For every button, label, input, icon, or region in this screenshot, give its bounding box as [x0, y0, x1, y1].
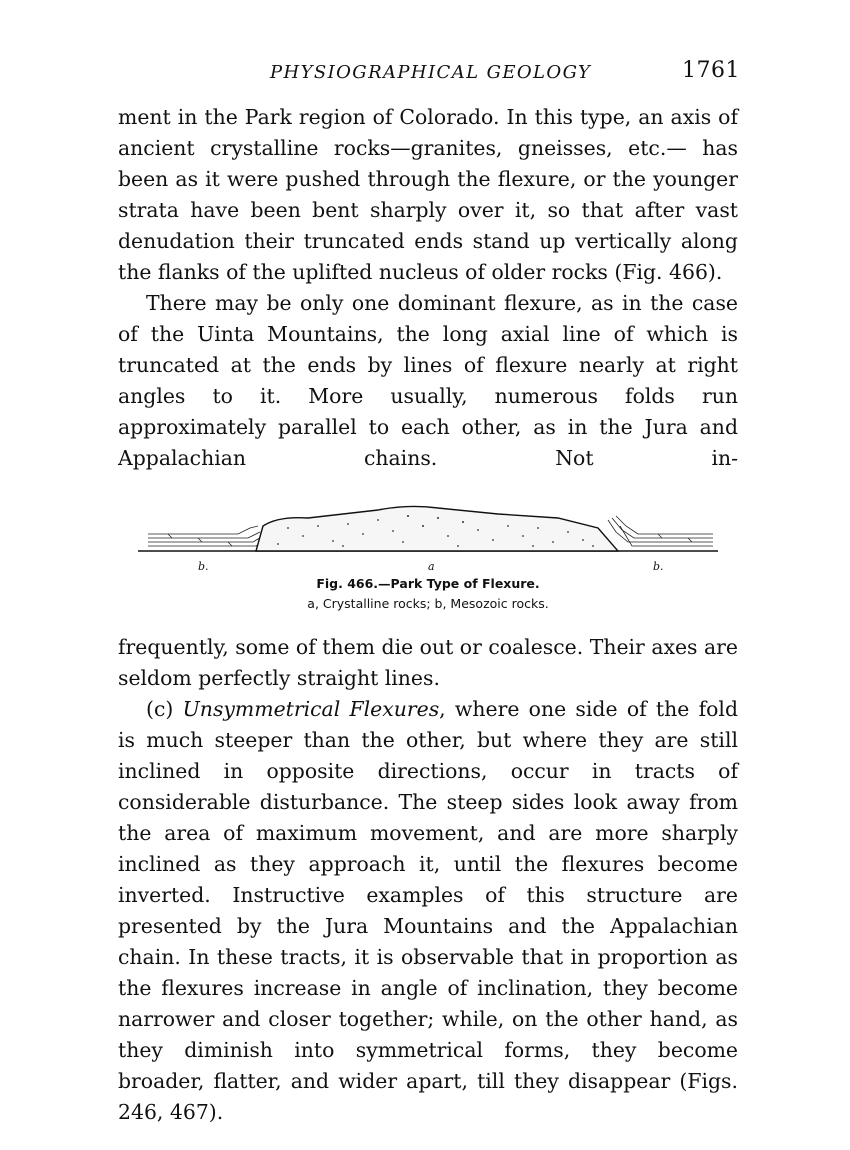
left-strata — [148, 526, 266, 546]
body-text-bottom — [118, 632, 738, 1128]
paragraph-continuation: frequently, some of them die out or coalesce. Their axes are seldom perfectly straight lines. — [118, 635, 738, 690]
paragraph-unsymmetrical-flexures — [118, 694, 738, 1128]
crystalline-core — [256, 506, 618, 551]
running-title: PHYSIOGRAPHICAL GEOLOGY — [270, 62, 592, 83]
right-strata — [608, 516, 713, 546]
label-b-left: b. — [198, 560, 209, 573]
paragraph: There may be only one dominant flexure, as in the case of the Uinta Mountains, the long axial line of which is truncated at the ends by lines of flexure nearly at right angles to it. More usually, numerous folds run approximately parallel to each other, as in the Jura and Appalachian chains. Not in- — [118, 291, 738, 470]
figure-466 — [118, 490, 738, 620]
label-a: a — [428, 560, 435, 573]
body-text-top — [118, 102, 738, 474]
section-heading: Unsymmetrical Flexures — [182, 697, 440, 721]
paragraph-text: , where one side of the fold is much steeper than the other, but where they are still inclined in opposite directions, occur in tracts of considerable disturbance. The steep sides look away from the area of maximum movement, and are more sharply inclined as they approach it, until the flexures become inverted. Instructive examples of this structure are presented by the Jura Mountains and the Appalachian chain. In these tracts, it is observable that in proportion as the flexures increase in angle of inclination, they become narrower and closer together; while, on the other hand, as they diminish into symmetrical forms, they become broader, flatter, and wider apart, till they disappear (Figs. 246, 467). — [118, 697, 738, 1124]
running-head — [118, 58, 740, 88]
figure-caption-title: Fig. 466.—Park Type of Flexure. — [316, 576, 540, 591]
figure-caption-legend: a, Crystalline rocks; b, Mesozoic rocks. — [307, 596, 549, 611]
page-number: 1761 — [682, 58, 740, 83]
flexure-diagram — [138, 496, 718, 562]
section-marker: (c) — [146, 697, 183, 721]
label-b-right: b. — [653, 560, 664, 573]
paragraph-continuation: ment in the Park region of Colorado. In this type, an axis of ancient crystalline rocks—granites, gneisses, etc.— has been as it were pushed through the flexure, or the younger strata have been bent sharply over it, so that after vast denudation their truncated ends stand up vertically along the flanks of the uplifted nucleus of older rocks (Fig. 466). — [118, 105, 738, 284]
